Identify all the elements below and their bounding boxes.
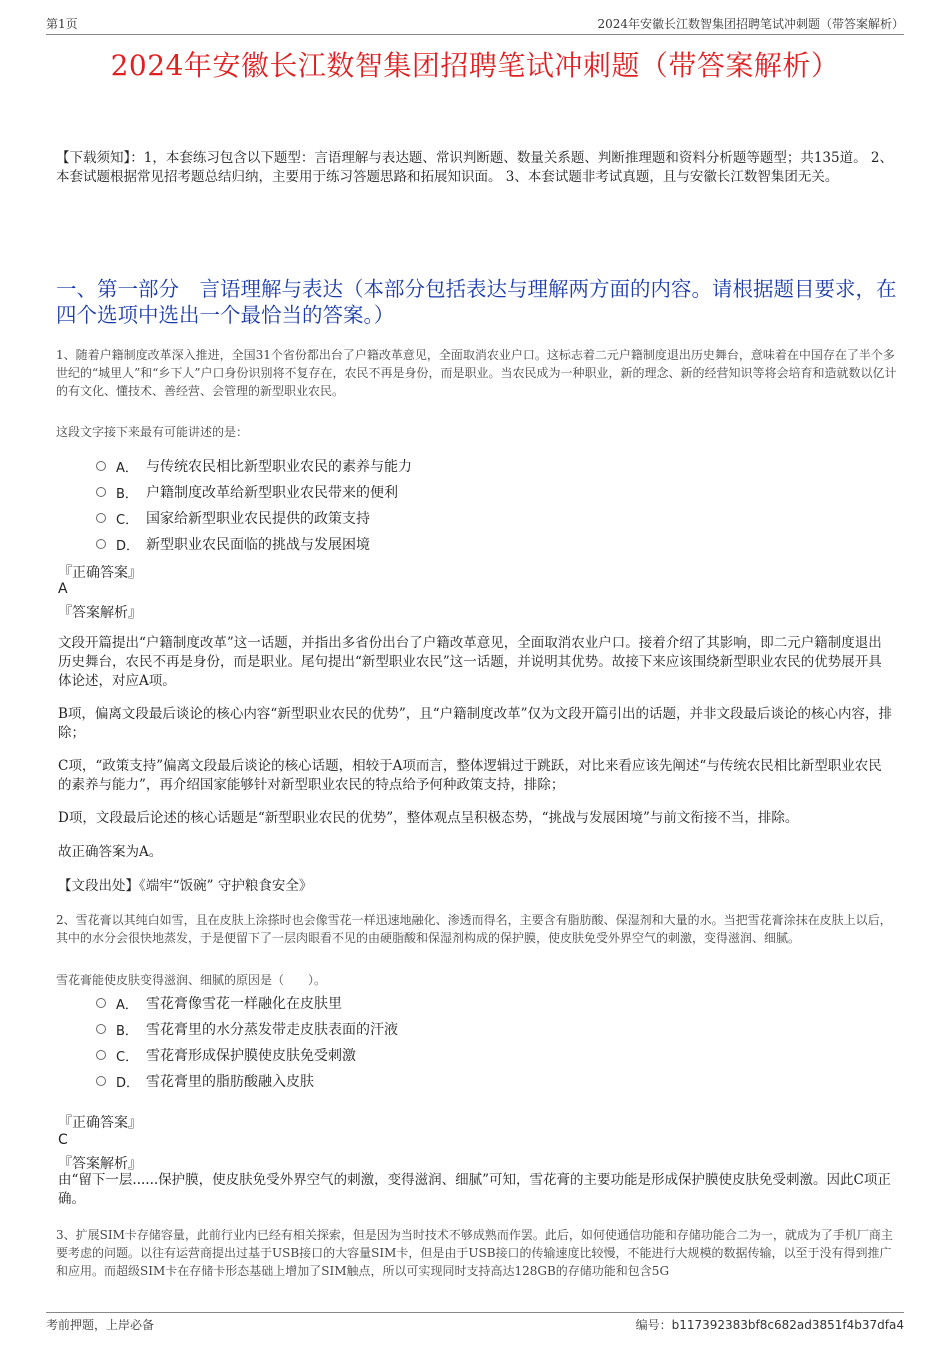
question-1-option-b[interactable]: B． 户籍制度改革给新型职业农民带来的便利 — [96, 479, 876, 505]
question-1-answer: A — [58, 581, 68, 597]
radio-icon[interactable] — [96, 1024, 106, 1034]
question-2-option-b[interactable]: B． 雪花膏里的水分蒸发带走皮肤表面的汗液 — [96, 1016, 876, 1042]
radio-icon[interactable] — [96, 1050, 106, 1060]
question-2-answer: C — [58, 1132, 68, 1148]
page-number: 第1页 — [46, 17, 78, 31]
question-1-prompt: 这段文字接下来最有可能讲述的是： — [56, 425, 249, 439]
question-1-analysis-b: B项，偏离文段最后谈论的核心内容“新型职业农民的优势”，且“户籍制度改革”仅为文段开篇引出的话题，并非文段最后谈论的核心内容，排除； — [58, 706, 893, 741]
analysis-label: 『答案解析』 — [58, 1156, 142, 1172]
question-2-stem — [56, 911, 898, 947]
correct-answer-label: 『正确答案』 — [58, 1115, 142, 1131]
radio-icon[interactable] — [96, 998, 106, 1008]
radio-icon[interactable] — [96, 487, 106, 497]
question-1-conclusion: 故正确答案为A。 — [58, 844, 163, 860]
question-2-analysis: 由“留下一层......保护膜，使皮肤免受外界空气的刺激，变得滋润、细腻”可知，雪花膏的主要功能是形成保护膜使皮肤免受刺激。因此C项正确。 — [58, 1172, 891, 1207]
option-text: 户籍制度改革给新型职业农民带来的便利 — [146, 485, 398, 501]
radio-icon[interactable] — [96, 513, 106, 523]
question-2-prompt: 雪花膏能使皮肤变得滋润、细腻的原因是（ ）。 — [56, 973, 327, 987]
option-text: 新型职业农民面临的挑战与发展困境 — [146, 537, 370, 553]
question-1-analysis-main: 文段开篇提出“户籍制度改革”这一话题，并指出多省份出台了户籍改革意见，全面取消农业户口。接着介绍了其影响，即二元户籍制度退出历史舞台，农民不再是身份，而是职业。尾句提出“新型职业农民”这一话题，并说明其优势。故接下来应该围绕新型职业农民的优势展开具体论述，对应A项。 — [58, 635, 882, 689]
radio-icon[interactable] — [96, 461, 106, 471]
question-1-passage: 1、随着户籍制度改革深入推进，全国31个省份都出台了户籍改革意见，全面取消农业户口。这标志着二元户籍制度退出历史舞台，意味着在中国存在了半个多世纪的“城里人”和“乡下人”户口身份识别将不复存在，农民不再是身份，而是职业。当农民成为一种职业，新的理念、新的经营知识等将会培育和造就数以亿计的有文化、懂技术、善经营、会管理的新型职业农民。 — [56, 348, 897, 398]
document-id-value: b117392383bf8c682ad3851f4b37dfa4 — [671, 1318, 904, 1332]
radio-icon[interactable] — [96, 1076, 106, 1086]
option-text: 雪花膏里的水分蒸发带走皮肤表面的汗液 — [146, 1022, 398, 1038]
question-3-stem — [56, 1226, 898, 1280]
question-2-option-d[interactable]: D． 雪花膏里的脂肪酸融入皮肤 — [96, 1068, 876, 1094]
question-1-stem — [56, 346, 898, 400]
document-id-label: 编号： — [635, 1318, 672, 1332]
question-1-analysis-c: C项，“政策支持”偏离文段最后谈论的核心话题，相较于A项而言，整体逻辑过于跳跃，对比来看应该先阐述“与传统农民相比新型职业农民的素养与能力”，再介绍国家能够针对新型职业农民的特点给予何种政策支持，排除； — [58, 758, 882, 793]
question-1-source: 【文段出处】《端牢“饭碗” 守护粮食安全》 — [58, 878, 313, 894]
page-footer — [46, 1312, 904, 1333]
question-2-option-c[interactable]: C． 雪花膏形成保护膜使皮肤免受刺激 — [96, 1042, 876, 1068]
option-text: 与传统农民相比新型职业农民的素养与能力 — [146, 459, 412, 475]
question-2-option-a[interactable]: A． 雪花膏像雪花一样融化在皮肤里 — [96, 990, 876, 1016]
question-2-passage: 2、雪花膏以其纯白如雪，且在皮肤上涂搽时也会像雪花一样迅速地融化、渗透而得名，主要含有脂肪酸、保湿剂和大量的水。当把雪花膏涂抹在皮肤上以后，其中的水分会很快地蒸发，于是便留下了一层肉眼看不见的由硬脂酸和保湿剂构成的保护膜，使皮肤免受外界空气的刺激，变得滋润、细腻。 — [56, 913, 892, 945]
question-1-analysis-d: D项，文段最后论述的核心话题是“新型职业农民的优势”，整体观点呈积极态势，“挑战与发展困境”与前文衔接不当，排除。 — [58, 810, 799, 826]
question-1-options — [96, 453, 876, 557]
page-header — [46, 14, 904, 35]
option-text: 国家给新型职业农民提供的政策支持 — [146, 511, 370, 527]
question-3-passage: 3、扩展SIM卡存储容量，此前行业内已经有相关探索，但是因为当时技术不够成熟而作罢。此后，如何使通信功能和存储功能合二为一，就成为了手机厂商主要考虑的问题。以往有运营商提出过基于USB接口的大容量SIM卡，但是由于USB接口的传输速度比较慢，不能进行大规模的数据传输，以至于没有得到推广和应用。而超级SIM卡在存储卡形态基础上增加了SIM触点，所以可实现同时支持高达128GB的存储功能和包含5G — [56, 1228, 893, 1278]
option-text: 雪花膏里的脂肪酸融入皮肤 — [146, 1074, 314, 1090]
download-notice: 【下载须知】：1，本套练习包含以下题型：言语理解与表达题、常识判断题、数量关系题、判断推理题和资料分析题等题型；共135道。 2、本套试题根据常见招考题总结归纳，主要用于练习答题思路和拓展知识面。 3、本套试题非考试真题，且与安徽长江数智集团无关。 — [56, 150, 893, 185]
question-1-option-c[interactable]: C． 国家给新型职业农民提供的政策支持 — [96, 505, 876, 531]
document-id — [636, 1316, 904, 1333]
option-text: 雪花膏像雪花一样融化在皮肤里 — [146, 996, 342, 1012]
running-title: 2024年安徽长江数智集团招聘笔试冲刺题（带答案解析） — [597, 17, 904, 31]
analysis-label: 『答案解析』 — [58, 605, 142, 621]
option-text: 雪花膏形成保护膜使皮肤免受刺激 — [146, 1048, 356, 1064]
radio-icon[interactable] — [96, 539, 106, 549]
section-heading: 一、第一部分 言语理解与表达（本部分包括表达与理解两方面的内容。请根据题目要求，在四个选项中选出一个最恰当的答案。） — [56, 277, 897, 327]
document-title: 2024年安徽长江数智集团招聘笔试冲刺题（带答案解析） — [110, 49, 840, 82]
question-1-option-d[interactable]: D． 新型职业农民面临的挑战与发展困境 — [96, 531, 876, 557]
question-1-option-a[interactable]: A． 与传统农民相比新型职业农民的素养与能力 — [96, 453, 876, 479]
footer-motto: 考前押题，上岸必备 — [46, 1318, 155, 1332]
correct-answer-label: 『正确答案』 — [58, 565, 142, 581]
question-2-options — [96, 990, 876, 1094]
